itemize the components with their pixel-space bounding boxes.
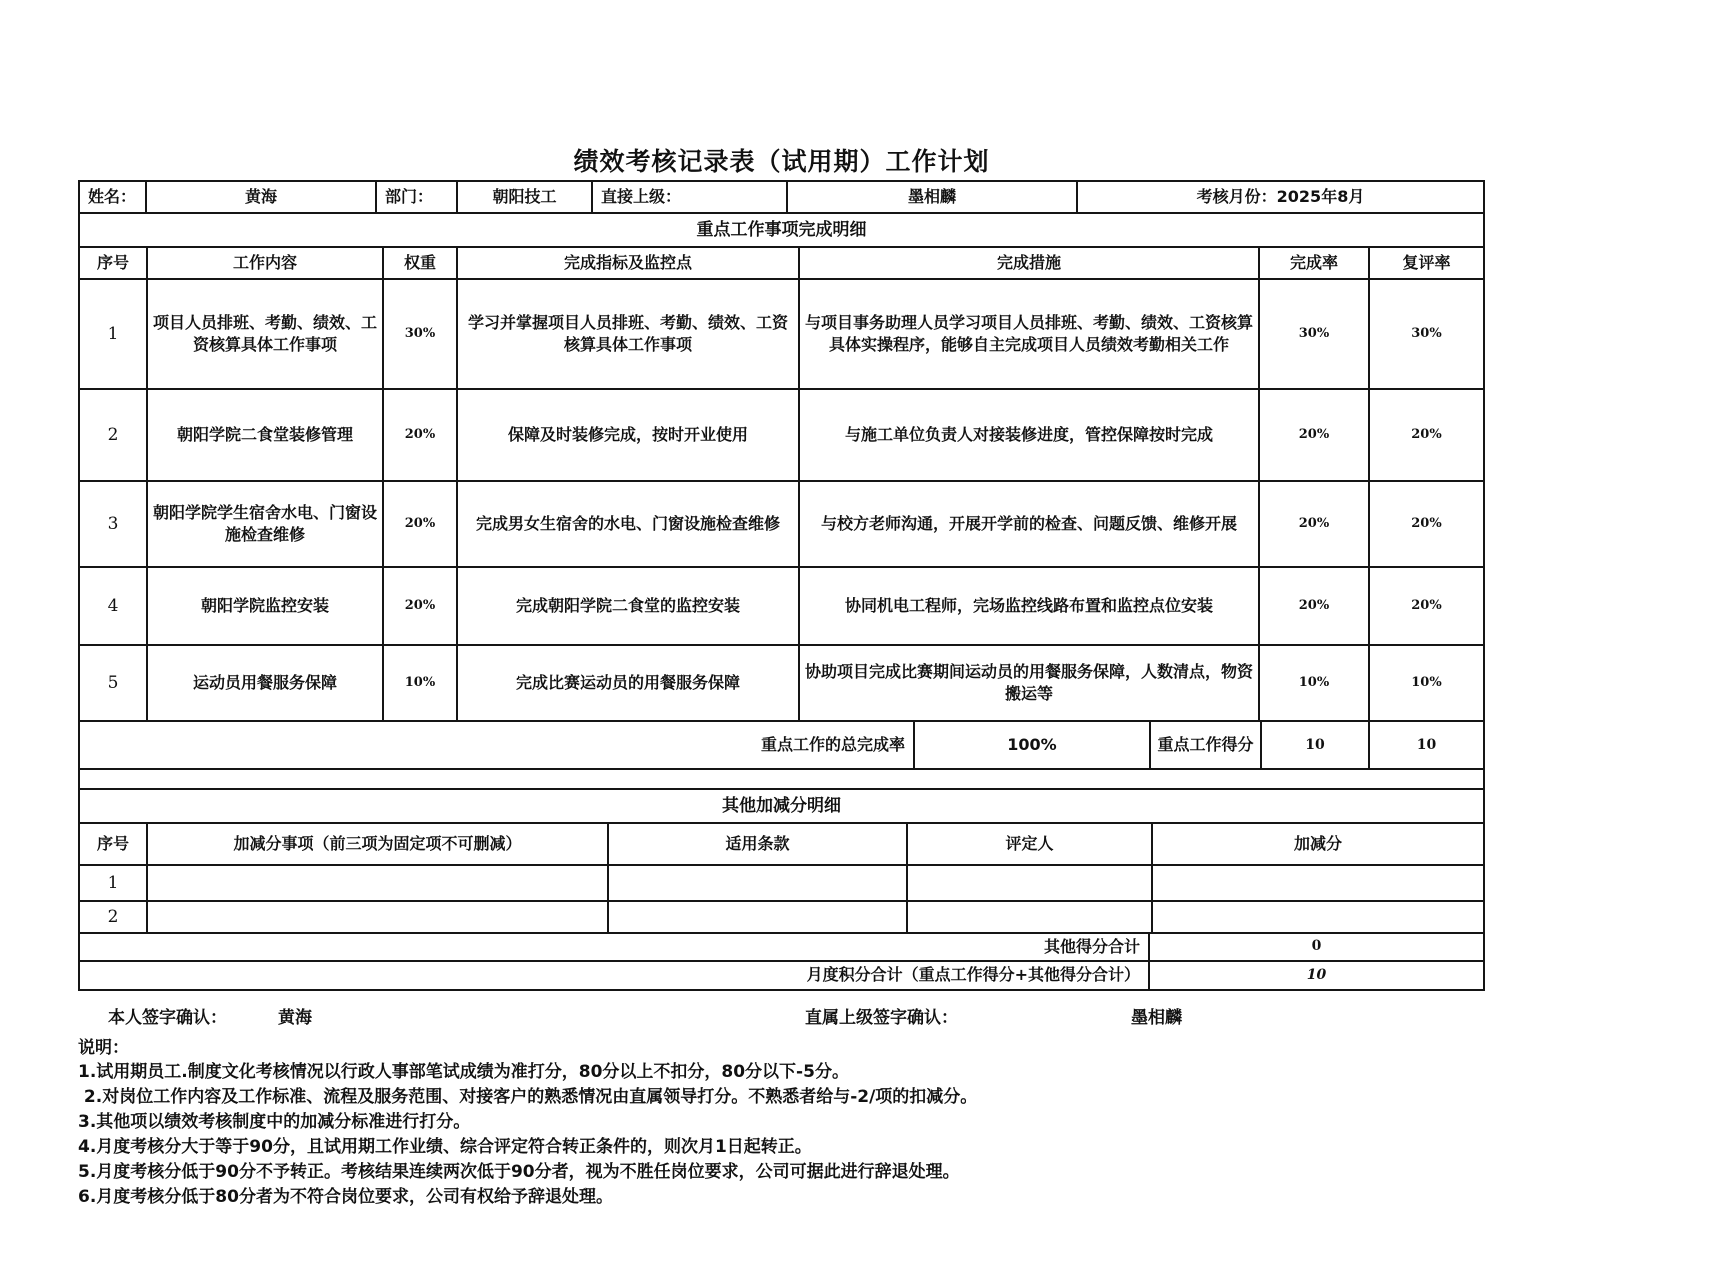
weight-value: 20% [384,390,458,480]
page-title: 绩效考核记录表（试用期）工作计划 [573,147,990,176]
spacer-cell [80,770,1483,788]
col-header-weight: 权重 [384,248,458,278]
col-header-other-no: 序号 [80,824,148,864]
col-header-measure: 完成措施 [800,248,1260,278]
key-work-section-title: 重点工作事项完成明细 [696,219,867,240]
col-header-content: 工作内容 [148,248,384,278]
adjustment-cell [1153,866,1483,900]
work-row-3 [80,482,1483,568]
key-work-summary-row [80,722,1483,770]
indicator-text: 学习并掌握项目人员排班、考勤、绩效、工资核算具体工作事项 [458,280,800,388]
completion-rate: 30% [1260,280,1370,388]
notes-section [78,1033,1485,1210]
appraisal-form [78,180,1485,1210]
info-row [80,182,1483,214]
work-row-4 [80,568,1483,646]
supervisor-signature-name: 墨相麟 [1131,1007,1182,1028]
work-content: 项目人员排班、考勤、绩效、工资核算具体工作事项 [148,280,384,388]
row-no: 1 [80,866,148,900]
completion-rate: 20% [1260,568,1370,644]
review-rate: 10% [1411,675,1442,691]
adjust-item-cell [148,902,609,932]
work-row-2 [80,390,1483,482]
col-header-clause: 适用条款 [609,824,908,864]
adjustment-cell [1153,902,1483,932]
review-rate: 20% [1411,427,1442,443]
adjust-item-cell [148,866,609,900]
col-header-rate: 完成率 [1260,248,1370,278]
assessor-cell [908,902,1153,932]
key-work-score-value: 10 [1262,722,1370,768]
review-rate: 20% [1411,598,1442,614]
signature-row [78,997,1485,1031]
note-item-2: 2.对岗位工作内容及工作标准、流程及服务范围、对接客户的熟悉情况由直属领导打分。不熟悉者给与-2/项的扣减分。 [78,1086,978,1107]
name-label: 姓名： [80,182,147,212]
col-header-no: 序号 [80,248,148,278]
other-total-row [80,934,1483,962]
row-no: 2 [80,902,148,932]
col-header-adjust-item: 加减分事项（前三项为固定项不可删减） [148,824,609,864]
weight-value: 10% [384,646,458,720]
other-header-row [80,824,1483,866]
clause-cell [609,866,908,900]
note-item-1: 1.试用期员工.制度文化考核情况以行政人事部笔试成绩为准打分，80分以上不扣分，80分以下-5分。 [78,1061,849,1082]
key-work-header-row [80,248,1483,280]
work-row-1 [80,280,1483,390]
row-no: 4 [80,568,148,644]
key-work-section-row [80,214,1483,248]
appraisal-table [78,180,1485,991]
col-header-indicator: 完成指标及监控点 [458,248,800,278]
key-work-review-score-value: 10 [1416,736,1437,753]
col-header-assessor: 评定人 [908,824,1153,864]
review-rate: 30% [1411,326,1442,342]
spacer-row [80,770,1483,790]
measure-text: 协助项目完成比赛期间运动员的用餐服务保障，人数清点，物资搬运等 [800,646,1260,720]
row-no: 5 [80,646,148,720]
note-item-3: 3.其他项以绩效考核制度中的加减分标准进行打分。 [78,1111,471,1132]
review-rate: 20% [1411,516,1442,532]
other-total-value: 0 [1311,938,1322,955]
notes-title: 说明： [78,1037,129,1058]
monthly-total-value: 10 [1306,966,1327,983]
total-completion-value: 100% [915,722,1151,768]
dept-value: 朝阳技工 [458,182,593,212]
assessment-month-field: 考核月份：2025年8月 [1196,187,1365,207]
work-row-5 [80,646,1483,722]
measure-text: 与施工单位负责人对接装修进度，管控保障按时完成 [800,390,1260,480]
other-row-2 [80,902,1483,934]
other-row-1 [80,866,1483,902]
supervisor-signature-label: 直属上级签字确认： [805,1007,958,1028]
note-item-4: 4.月度考核分大于等于90分，且试用期工作业绩、综合评定符合转正条件的，则次月1日起转正。 [78,1136,812,1157]
supervisor-value: 墨相麟 [788,182,1078,212]
note-item-5: 5.月度考核分低于90分不予转正。考核结果连续两次低于90分者，视为不胜任岗位要求，公司可据此进行辞退处理。 [78,1161,960,1182]
row-no: 2 [80,390,148,480]
total-completion-label: 重点工作的总完成率 [80,722,915,768]
name-value: 黄海 [147,182,377,212]
row-no: 3 [80,482,148,566]
self-signature-label: 本人签字确认： [108,1007,227,1028]
weight-value: 20% [384,482,458,566]
completion-rate: 20% [1260,390,1370,480]
monthly-total-label: 月度积分合计（重点工作得分+其他得分合计） [80,962,1150,989]
key-work-score-label: 重点工作得分 [1151,722,1262,768]
completion-rate: 20% [1260,482,1370,566]
measure-text: 与校方老师沟通，开展开学前的检查、问题反馈、维修开展 [800,482,1260,566]
col-header-review-rate: 复评率 [1402,253,1451,273]
assessor-cell [908,866,1153,900]
measure-text: 与项目事务助理人员学习项目人员排班、考勤、绩效、工资核算具体实操程序，能够自主完成项目人员绩效考勤相关工作 [800,280,1260,388]
indicator-text: 保障及时装修完成，按时开业使用 [458,390,800,480]
other-total-label: 其他得分合计 [80,934,1150,960]
work-content: 朝阳学院二食堂装修管理 [148,390,384,480]
other-section-title: 其他加减分明细 [722,795,841,816]
indicator-text: 完成比赛运动员的用餐服务保障 [458,646,800,720]
indicator-text: 完成男女生宿舍的水电、门窗设施检查维修 [458,482,800,566]
col-header-adjustment: 加减分 [1293,834,1342,854]
row-no: 1 [80,280,148,388]
weight-value: 20% [384,568,458,644]
work-content: 朝阳学院学生宿舍水电、门窗设施检查维修 [148,482,384,566]
supervisor-label: 直接上级： [593,182,788,212]
work-content: 朝阳学院监控安装 [148,568,384,644]
other-section-row [80,790,1483,824]
monthly-total-row [80,962,1483,989]
indicator-text: 完成朝阳学院二食堂的监控安装 [458,568,800,644]
work-content: 运动员用餐服务保障 [148,646,384,720]
dept-label: 部门： [377,182,458,212]
note-item-6: 6.月度考核分低于80分者为不符合岗位要求，公司有权给予辞退处理。 [78,1186,613,1207]
clause-cell [609,902,908,932]
completion-rate: 10% [1260,646,1370,720]
self-signature-name: 黄海 [278,1007,312,1028]
measure-text: 协同机电工程师，完场监控线路布置和监控点位安装 [800,568,1260,644]
weight-value: 30% [384,280,458,388]
